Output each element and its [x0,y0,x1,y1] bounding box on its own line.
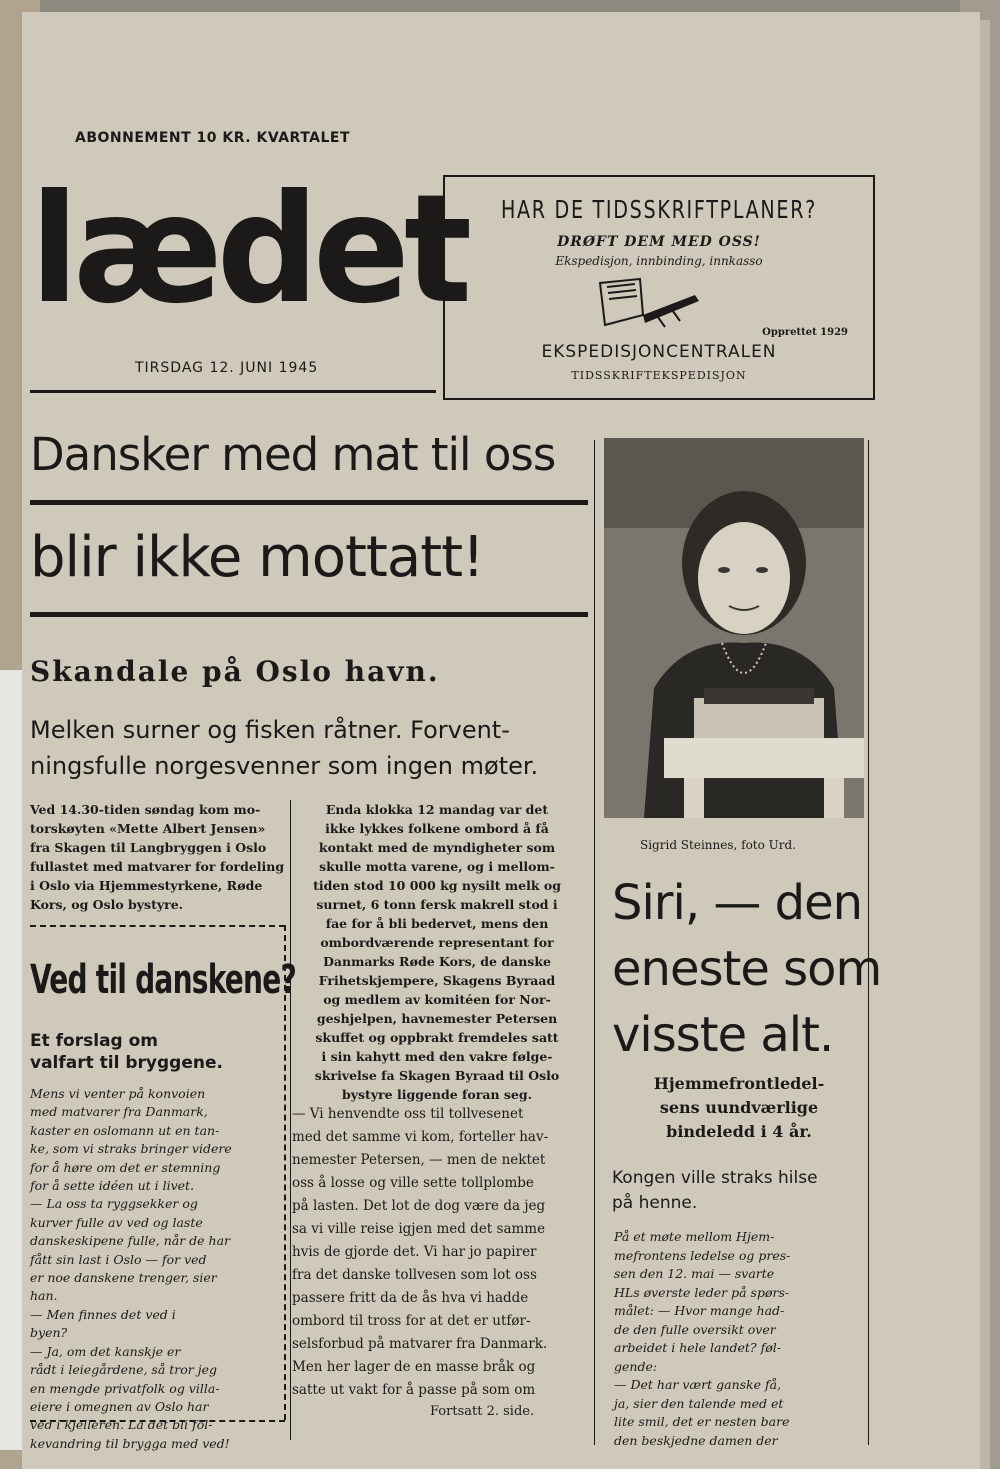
magazine-logo-icon [595,275,705,335]
ad-slogan: DRØFT DEM MED OSS! [557,234,761,250]
headline-rule-2 [30,612,588,617]
box-body [30,1085,260,1453]
continued-note: Fortsatt 2. side. [430,1404,535,1419]
subscription-note: ABONNEMENT 10 KR. KVARTALET [75,130,351,146]
portrait-image-icon [604,438,864,818]
main-subhead: Skandale på Oslo havn. [30,655,440,688]
headline-rule-1 [30,500,588,505]
column-divider [290,800,291,1440]
main-column-1 [30,800,290,914]
ad-title: HAR DE TIDSSKRIFTPLANER? [500,195,818,224]
dateline: TIRSDAG 12. JUNI 1945 [135,360,319,376]
side-subhead: Hjemmefrontledel- sens uundværlige bindeledd i 4 år. [653,1074,825,1141]
page-fold [0,670,22,1450]
ad-company-sub: TIDSSKRIFTEKSPEDISJON [571,369,747,382]
side-body [614,1228,844,1450]
portrait-photo [604,438,864,818]
ad-services: Ekspedisjon, innbinding, innkasso [555,254,763,268]
headline-line2: blir ikke mottatt! [30,525,484,590]
main-col2-text: — Vi henvendte oss til tollvesenet med det samme vi kom, forteller hav- nemester Petersen, — men de nektet oss å losse og ville sette tollplombe på lasten. Det lot de dog være da jeg sa vi ville reise igjen med det samme hvis de gjorde det. Vi har jo papirer fra det danske tollvesen som lot oss passere fritt da de ås hva vi hadde ombord til tross for at det er utfør- selsforbud på matvarer fra Danmark. Men her lager de en masse bråk og satte ut vakt for å passe på som om [292,1106,549,1398]
newspaper-masthead: lædet [30,163,467,337]
box-title: Ved til danskene? [30,957,296,1003]
main-column-2-cont [292,1103,582,1402]
ad-established: Opprettet 1929 [762,327,848,338]
main-column-2 [292,800,582,1104]
headline-line1: Dansker med mat til oss [30,428,556,481]
box-body-text: Mens vi venter på konvoien med matvarer fra Danmark, kaster en oslomann ut en tan- ke, som vi straks bringer videre for å høre om det er stemning for å sette idéen ut i livet. — La oss ta ryggsekker og kurver fulle av ved og laste danskeskipene fulle, når de har fått sin last i Oslo — for ved er noe danskene trenger, sier han. — Men finnes det ved i byen? — Ja, om det kanskje er rådt i leiegårdene, så tror jeg en mengde privatfolk og villa- eiere i omegnen av Oslo har ved i kjelleren. La det bli fol- kevandring til brygga med ved! [30,1086,232,1451]
side-kicker: Kongen ville straks hilse på henne. [612,1168,818,1213]
main-col1-text: Ved 14.30-tiden søndag kom mo- torskøyten «Mette Albert Jensen» fra Skagen til Langbryggen i Oslo fullastet med matvarer for fordeling i Oslo via Hjemmestyrkene, Røde Kors, og Oslo bystyre. [30,802,285,912]
masthead-rule [30,390,436,393]
advertisement-box [443,175,875,400]
ad-company: EKSPEDISJONCENTRALEN [541,342,777,362]
main-col2-bold-text: Enda klokka 12 mandag var det ikke lykkes folkene ombord å få kontakt med de myndigheter som skulle motta varene, og i mellom- tiden stod 10 000 kg nysilt melk og surnet, 6 tonn fersk makrell stod i fae for å bli bedervet, mens den ombordværende representant for Danmarks Røde Kors, de danske Frihetskjempere, Skagens Byraad og medlem av komitéen for Nor- geshjelpen, havnemester Petersen skuffet og oppbrakt fremdeles satt i sin kahytt med den vakre følge- skrivelse fa Skagen Byraad til Oslo bystyre liggende foran seg. [313,802,561,1102]
column-divider-2 [594,440,595,1445]
side-body-text: På et møte mellom Hjem- mefrontens ledelse og pres- sen den 12. mai — svarte HLs øverste leder på spørs- målet: — Hvor mange had- de den fulle oversikt over arbeidet i hele landet? føl- gende: — Det har vært ganske få, ja, sier den talende med et lite smil, det er nesten bare den beskjedne damen der [614,1229,791,1448]
box-subhead: Et forslag om valfart til bryggene. [30,1031,223,1073]
side-headline: Siri, — den eneste som visste alt. [612,875,882,1063]
main-deck: Melken surner og fisken råtner. Forvent- ningsfulle norgesvenner som ingen møter. [30,716,539,780]
photo-caption: Sigrid Steinnes, foto Urd. [640,838,797,852]
box-border-top [30,925,285,927]
